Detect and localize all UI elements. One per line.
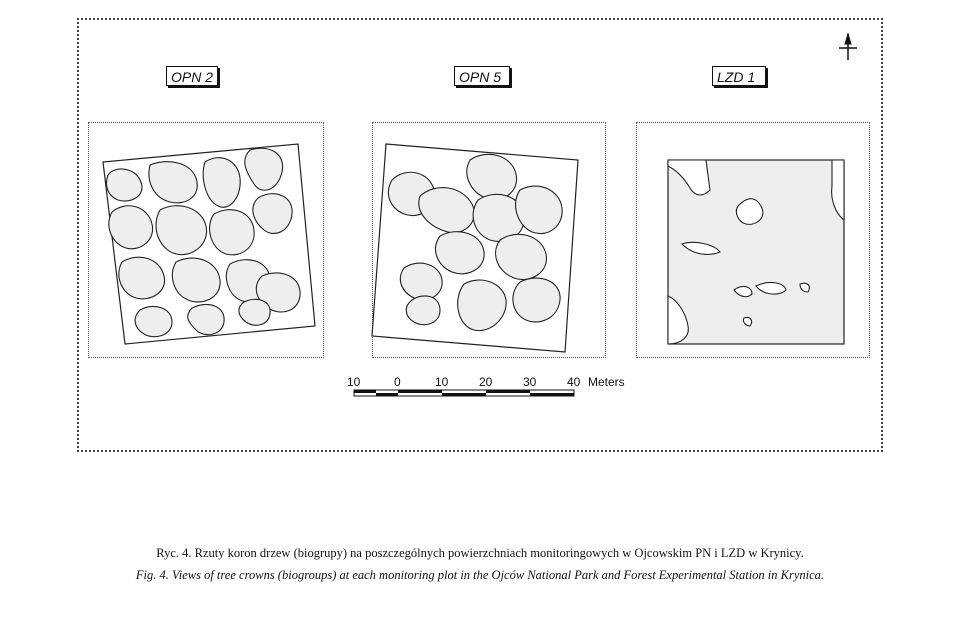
scale-tick-label: 20 — [479, 375, 493, 389]
scale-tick-label: 10 — [347, 375, 361, 389]
scale-tick-label: 30 — [523, 375, 537, 389]
figure-caption-polish: Ryc. 4. Rzuty koron drzew (biogrupy) na poszczególnych powierzchniach monitoringowych w Ojcowskim PN i LZD w Krynicy. — [156, 546, 804, 560]
scale-tick-label: 10 — [435, 375, 449, 389]
scale-tick-label: 40 — [567, 375, 581, 389]
figure-caption-english: Fig. 4. Views of tree crowns (biogroups) at each monitoring plot in the Ojców National Park and Forest Experimental Station in Krynica. — [135, 568, 825, 582]
scale-tick-label: 0 — [394, 375, 401, 389]
plot-label-opn5: OPN 5 — [454, 66, 510, 86]
plot-label-lzd1: LZD 1 — [712, 66, 766, 86]
plot-label-opn2: OPN 2 — [166, 66, 218, 86]
scale-unit-label: Meters — [588, 375, 625, 389]
